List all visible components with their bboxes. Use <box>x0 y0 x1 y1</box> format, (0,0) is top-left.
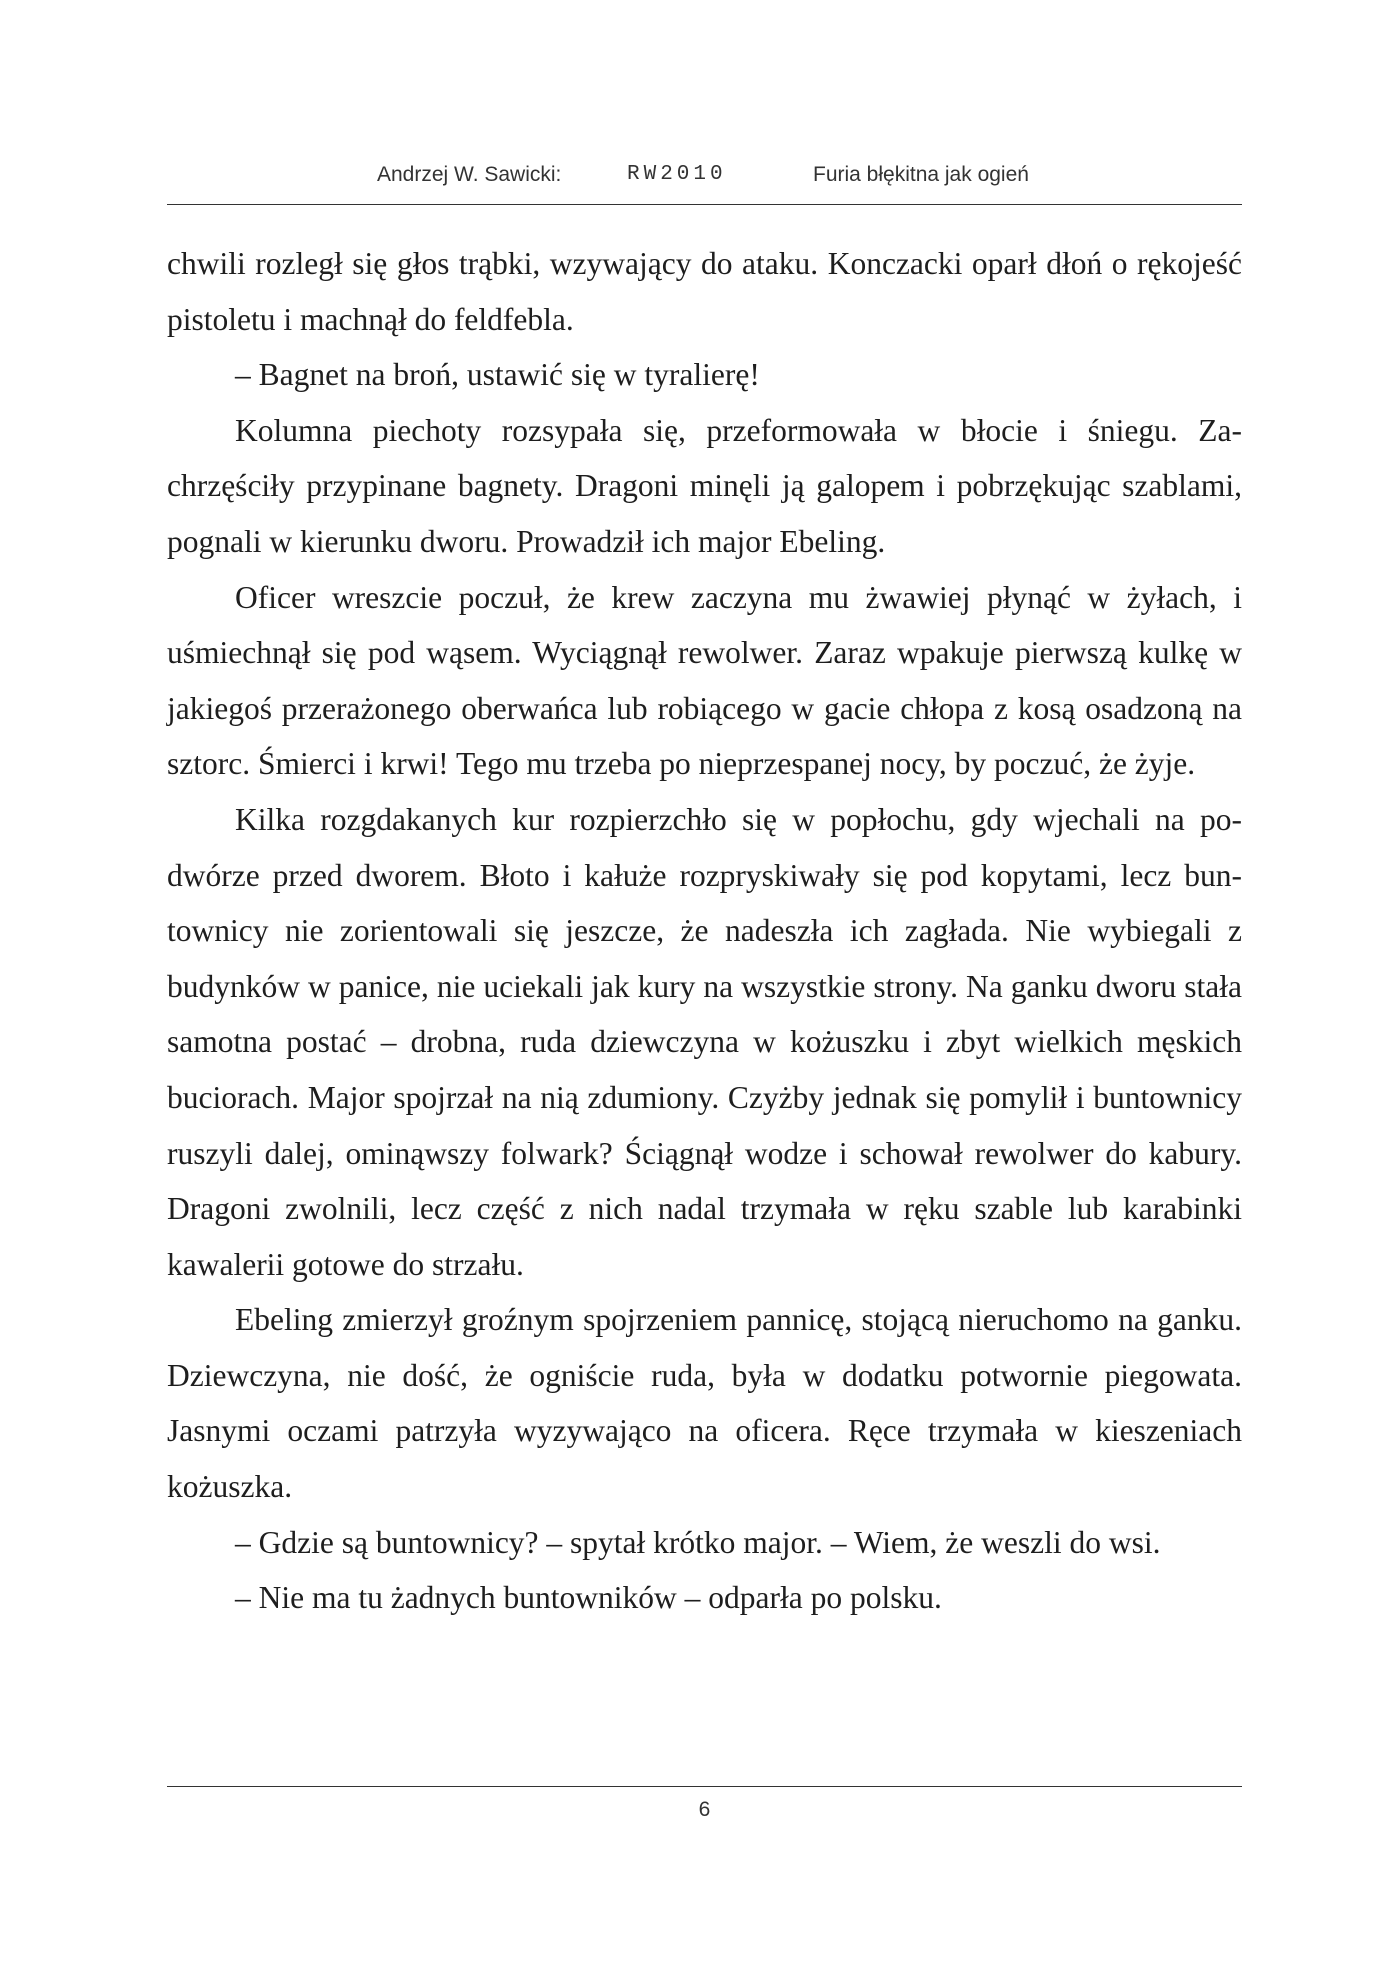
header-author: Andrzej W. Sawicki: <box>377 163 562 186</box>
paragraph-8: – Nie ma tu żadnych buntowników – odparła po polsku. <box>235 1580 942 1616</box>
paragraph-2: – Bagnet na broń, ustawić się w tyralierę! <box>235 357 760 393</box>
paragraph-6: Ebeling zmierzył groźnym spojrzeniem pannicę, stojącą nieruchomo na ganku. Dziewczyna, nie dość, że ogniście ruda, była w dodatku potwornie piegowata. Jasnymi oczami patrzyła wyzywająco na oficera. Ręce trzymała w kieszeniach kożuszka. <box>167 1302 1242 1505</box>
header-series: RW2010 <box>627 163 727 186</box>
body-text <box>167 236 1242 1626</box>
header-rule <box>167 204 1242 205</box>
paragraph-7: – Gdzie są buntownicy? – spytał krótko major. – Wiem, że weszli do wsi. <box>235 1524 1161 1560</box>
footer-rule <box>167 1786 1242 1787</box>
paragraph-4: Oficer wreszcie poczuł, że krew zaczyna mu żwawiej płynąć w żyłach, i uśmiechnął się pod wąsem. Wyciągnął rewolwer. Zaraz wpakuje pierwszą kulkę w jakiegoś przerażonego oberwańca lub robiącego w gacie chłopa z kosą osadzoną na sztorc. Śmierci i krwi! Tego mu trzeba po nieprzespanej nocy, by poczuć, że żyje. <box>167 579 1242 782</box>
paragraph-1: chwili rozległ się głos trąbki, wzywający do ataku. Konczacki oparł dłoń o rękojeść pistoletu i machnął do feldfebla. <box>167 246 1242 337</box>
paragraph-3: Kolumna piechoty rozsypała się, przeformowała w błocie i śniegu. Zachrzęściły przypinane bagnety. Dragoni minęli ją galopem i pobrzękując szablami, pognali w kierunku dworu. Prowadził ich major Ebeling. <box>167 412 1242 559</box>
page-number: 6 <box>698 1798 711 1821</box>
header-title: Furia błękitna jak ogień <box>813 163 1029 186</box>
paragraph-5: Kilka rozgdakanych kur rozpierzchło się w popłochu, gdy wjechali na podwórze przed dworem. Błoto i kałuże rozpryskiwały się pod kopytami, lecz buntownicy nie zorientowali się jeszcze, że nadeszła ich zagłada. Nie wybiegali z budynków w panice, nie uciekali jak kury na wszystkie strony. Na ganku dworu stała samotna postać – drobna, ruda dziewczyna w kożuszku i zbyt wielkich męskich buciorach. Major spojrzał na nią zdumiony. Czyżby jednak się pomylił i buntownicy ruszyli dalej, ominąwszy folwark? Ściągnął wodze i schował rewolwer do kabury. Dragoni zwolnili, lecz część z nich nadal trzymała w ręku szable lub karabinki kawalerii gotowe do strzału. <box>167 801 1242 1282</box>
running-header <box>167 163 1242 193</box>
